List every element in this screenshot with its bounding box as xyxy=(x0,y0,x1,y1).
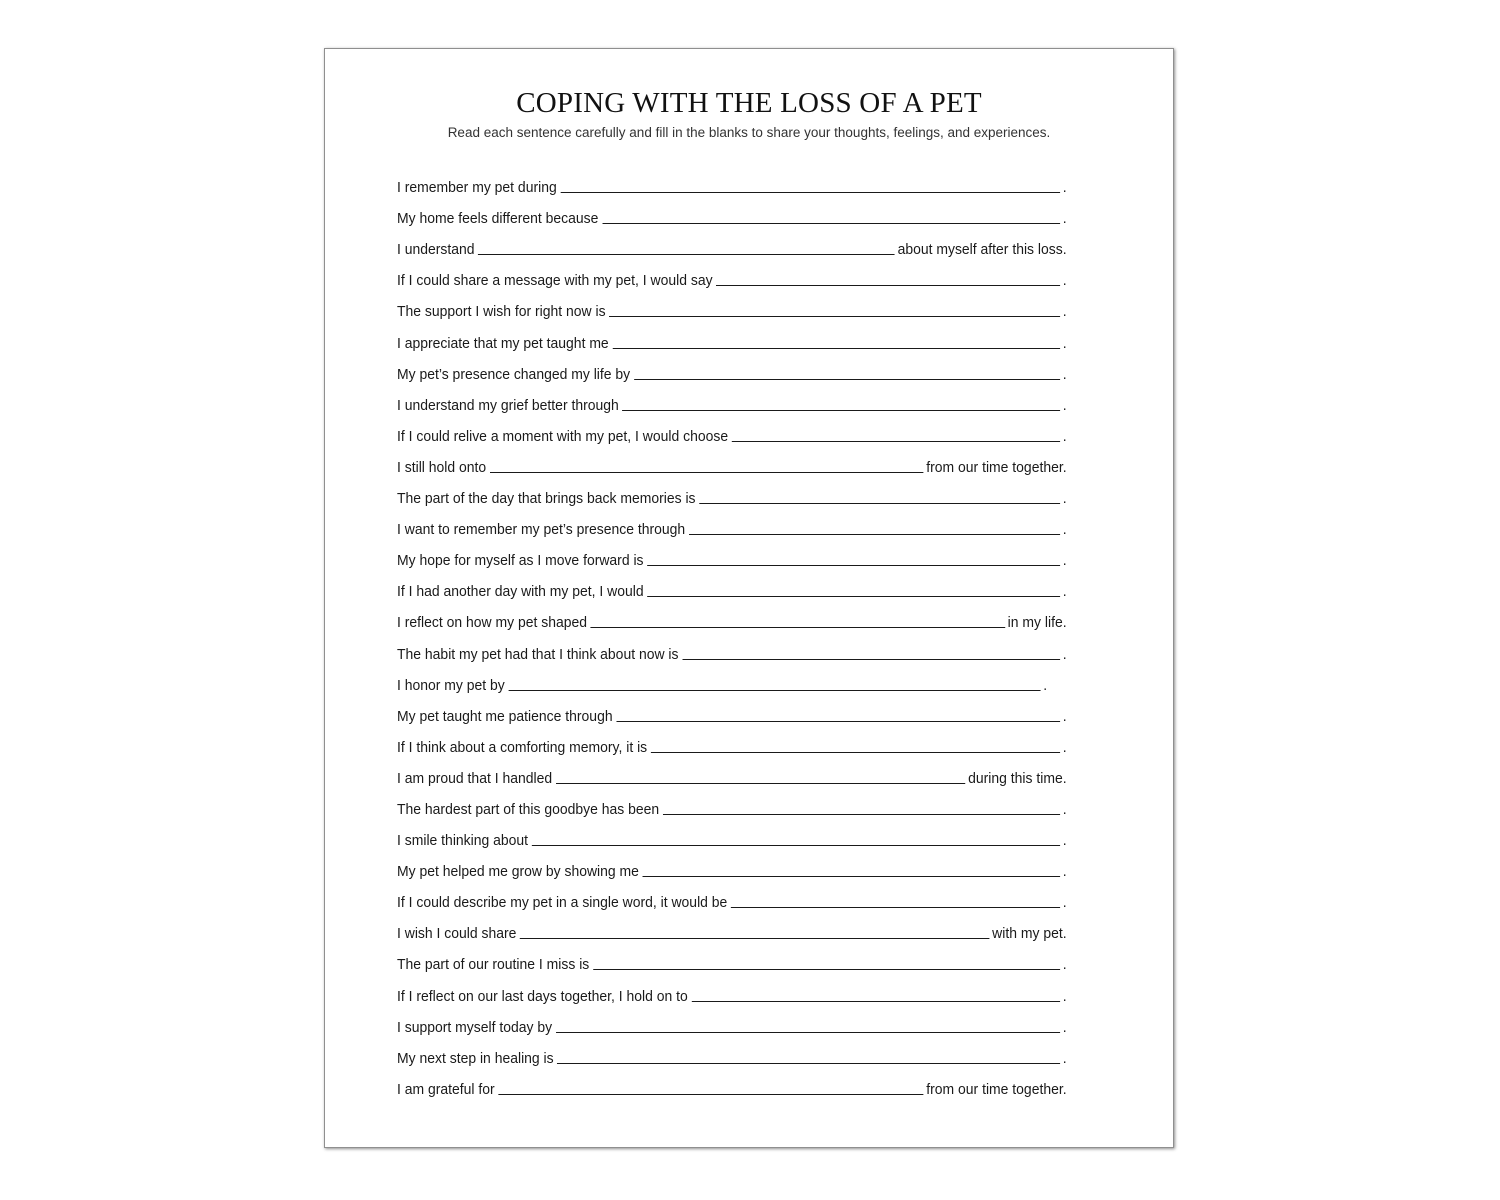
prompt-text: I want to remember my pet’s presence through xyxy=(397,521,686,539)
prompt-text: I support myself today by xyxy=(397,1018,553,1036)
prompt-text: The support I wish for right now is xyxy=(397,303,606,321)
prompt-text: I understand my grief better through xyxy=(397,396,619,414)
prompt-ending: . xyxy=(1062,303,1067,321)
prompt-line xyxy=(397,631,1067,662)
fill-in-blank[interactable] xyxy=(520,937,989,939)
prompt-text: If I could describe my pet in a single word, it would be xyxy=(397,894,728,912)
prompt-text: I understand xyxy=(397,241,475,259)
prompt-ending: . xyxy=(1062,365,1067,383)
prompt-text: I smile thinking about xyxy=(397,832,529,850)
worksheet-page xyxy=(324,48,1174,1148)
worksheet-title: COPING WITH THE LOSS OF A PET xyxy=(516,87,982,119)
fill-in-blank[interactable] xyxy=(532,844,1060,846)
worksheet-instructions: Read each sentence carefully and fill in the blanks to share your thoughts, feelings, and experiences. xyxy=(447,125,1051,140)
prompt-ending: . xyxy=(1062,707,1067,725)
prompt-text: If I think about a comforting memory, it is xyxy=(397,738,648,756)
prompt-text: The habit my pet had that I think about now is xyxy=(397,645,679,663)
prompt-text: My home feels different because xyxy=(397,210,599,228)
prompt-line xyxy=(397,165,1067,196)
prompt-text: The part of the day that brings back memories is xyxy=(397,490,696,508)
prompt-ending: . xyxy=(1062,894,1067,912)
prompt-line xyxy=(397,787,1067,818)
prompt-ending: . xyxy=(1062,179,1067,197)
fill-in-blank[interactable] xyxy=(643,875,1060,877)
fill-in-blank[interactable] xyxy=(560,191,1059,193)
prompt-ending: about myself after this loss. xyxy=(897,241,1067,259)
prompt-text: I am proud that I handled xyxy=(397,769,553,787)
prompt-line xyxy=(397,476,1067,507)
prompt-line xyxy=(397,445,1067,476)
fill-in-blank[interactable] xyxy=(616,720,1060,722)
prompt-ending: . xyxy=(1043,676,1048,694)
fill-in-blank[interactable] xyxy=(556,782,966,784)
fill-in-blank[interactable] xyxy=(647,564,1060,566)
prompt-text: I appreciate that my pet taught me xyxy=(397,334,609,352)
prompt-ending: . xyxy=(1062,800,1067,818)
prompt-line xyxy=(397,383,1067,414)
fill-in-blank[interactable] xyxy=(509,689,1041,691)
prompt-line xyxy=(397,196,1067,227)
prompt-line xyxy=(397,289,1067,320)
prompt-text: I reflect on how my pet shaped xyxy=(397,614,587,632)
prompt-ending: during this time. xyxy=(968,769,1067,787)
prompt-line xyxy=(397,600,1067,631)
prompt-line xyxy=(397,849,1067,880)
fill-in-blank[interactable] xyxy=(612,347,1060,349)
fill-in-blank[interactable] xyxy=(478,253,894,255)
prompt-line xyxy=(397,911,1067,942)
prompt-line xyxy=(397,973,1067,1004)
prompt-line xyxy=(397,694,1067,725)
prompt-ending: . xyxy=(1062,956,1067,974)
prompt-line xyxy=(397,880,1067,911)
prompt-ending: . xyxy=(1062,334,1067,352)
prompt-line xyxy=(397,227,1067,258)
prompt-ending: . xyxy=(1062,521,1067,539)
prompt-ending: . xyxy=(1062,396,1067,414)
fill-in-blank[interactable] xyxy=(692,1000,1060,1002)
prompt-line xyxy=(397,507,1067,538)
prompt-ending: . xyxy=(1062,738,1067,756)
fill-in-blank[interactable] xyxy=(634,378,1060,380)
prompt-ending: . xyxy=(1062,272,1067,290)
prompt-line xyxy=(397,320,1067,351)
prompt-text: I remember my pet during xyxy=(397,179,557,197)
fill-in-blank[interactable] xyxy=(699,502,1060,504)
prompt-text: My pet helped me grow by showing me xyxy=(397,863,639,881)
prompt-ending: . xyxy=(1062,427,1067,445)
prompt-text: I am grateful for xyxy=(397,1080,495,1098)
prompt-text: If I could relive a moment with my pet, I would choose xyxy=(397,427,729,445)
fill-in-blank[interactable] xyxy=(731,906,1060,908)
prompt-text: The part of our routine I miss is xyxy=(397,956,590,974)
prompt-text: My pet’s presence changed my life by xyxy=(397,365,631,383)
fill-in-blank[interactable] xyxy=(591,626,1005,628)
prompt-ending: in my life. xyxy=(1007,614,1067,632)
fill-in-blank[interactable] xyxy=(716,284,1060,286)
prompt-line xyxy=(397,414,1067,445)
prompt-text: My pet taught me patience through xyxy=(397,707,613,725)
prompt-text: If I had another day with my pet, I would xyxy=(397,583,644,601)
prompt-line xyxy=(397,258,1067,289)
fill-in-blank[interactable] xyxy=(556,1031,1060,1033)
prompt-ending: . xyxy=(1062,210,1067,228)
prompt-line xyxy=(397,352,1067,383)
prompt-ending: . xyxy=(1062,552,1067,570)
prompt-line xyxy=(397,818,1067,849)
prompt-line xyxy=(397,538,1067,569)
prompt-line xyxy=(397,1036,1067,1067)
prompt-text: I wish I could share xyxy=(397,925,517,943)
fill-in-blank[interactable] xyxy=(593,968,1060,970)
fill-in-blank[interactable] xyxy=(498,1093,923,1095)
prompt-ending: . xyxy=(1062,1018,1067,1036)
prompt-line xyxy=(397,756,1067,787)
prompt-text: If I could share a message with my pet, I would say xyxy=(397,272,713,290)
prompt-text: My hope for myself as I move forward is xyxy=(397,552,644,570)
prompt-ending: from our time together. xyxy=(926,1080,1067,1098)
prompt-ending: from our time together. xyxy=(926,458,1067,476)
fill-in-blank[interactable] xyxy=(557,1062,1060,1064)
fill-in-blank[interactable] xyxy=(609,315,1060,317)
prompt-line xyxy=(397,1005,1067,1036)
fill-in-blank[interactable] xyxy=(602,222,1060,224)
prompt-text: The hardest part of this goodbye has been xyxy=(397,800,660,818)
fill-in-blank[interactable] xyxy=(682,658,1060,660)
fill-in-blank[interactable] xyxy=(689,533,1060,535)
prompt-line xyxy=(397,942,1067,973)
prompt-ending: . xyxy=(1062,832,1067,850)
prompt-text: If I reflect on our last days together, I hold on to xyxy=(397,987,688,1005)
prompt-text: My next step in healing is xyxy=(397,1049,554,1067)
fill-in-blank[interactable] xyxy=(623,409,1060,411)
fill-in-blank[interactable] xyxy=(647,595,1060,597)
fill-in-blank[interactable] xyxy=(651,751,1060,753)
prompt-line xyxy=(397,1067,1067,1098)
fill-in-blank[interactable] xyxy=(732,440,1060,442)
prompt-ending: . xyxy=(1062,583,1067,601)
prompt-text: I honor my pet by xyxy=(397,676,505,694)
prompt-line xyxy=(397,569,1067,600)
prompt-ending: with my pet. xyxy=(992,925,1067,943)
prompt-ending: . xyxy=(1062,645,1067,663)
prompt-ending: . xyxy=(1062,863,1067,881)
prompt-ending: . xyxy=(1062,1049,1067,1067)
prompt-list xyxy=(397,165,1117,1098)
prompt-ending: . xyxy=(1062,987,1067,1005)
prompt-line xyxy=(397,725,1067,756)
prompt-text: I still hold onto xyxy=(397,458,487,476)
fill-in-blank[interactable] xyxy=(663,813,1060,815)
fill-in-blank[interactable] xyxy=(490,471,924,473)
prompt-ending: . xyxy=(1062,490,1067,508)
prompt-line xyxy=(397,663,1067,694)
